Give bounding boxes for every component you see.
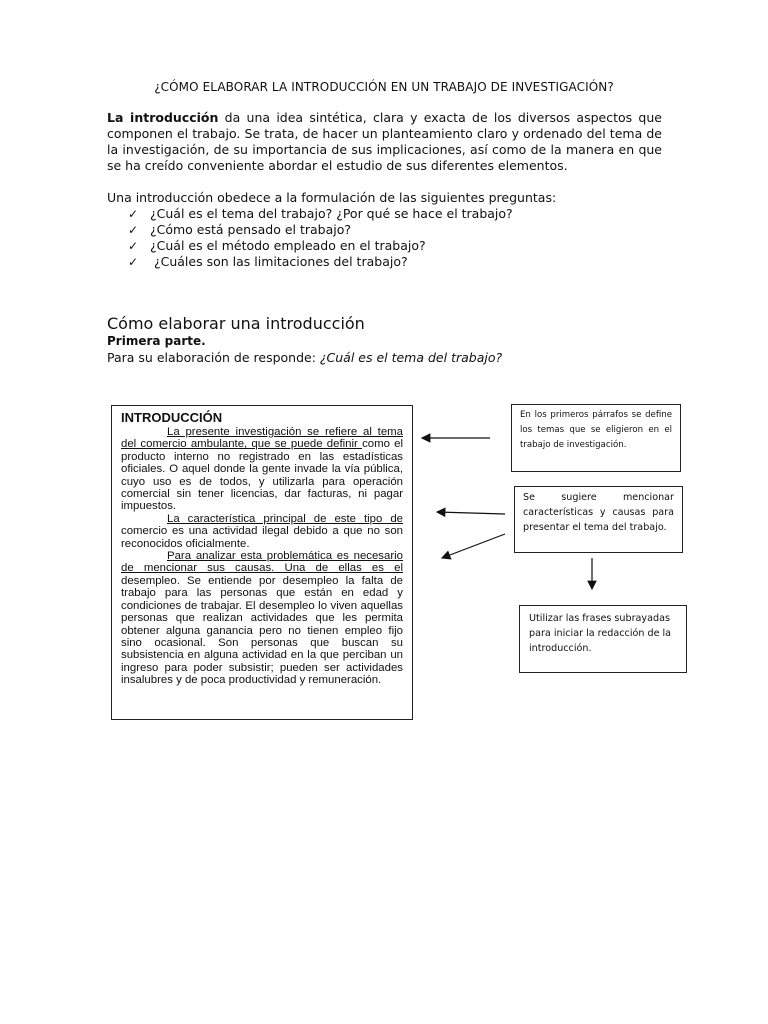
underlined-phrase: Para analizar esta problemática es necesario de mencionar sus causas. Una de ellas es el (121, 550, 403, 575)
paragraph-text: desempleo. Se entiende por desempleo la falta de trabajo para las personas que están en edad y condiciones de trabajar. El desempleo lo viven aquellas personas que realizan actividades que les permita obtener alguna ganancia pero no tienen empleo fijo sino ocasional. Son personas que buscan su subsistencia en alguna actividad en la que perciban un ingreso para poder subsistir; pueden ser actividades insalubres y de poca productividad y remuneración. (121, 574, 403, 687)
arrow-to-paragraph-2 (437, 512, 505, 514)
paragraph-text: como el producto interno no registrado en las estadísticas oficiales. O aquel donde la gente invade la vía pública, cuyo uso es de todos, y utilizarla para operación comercial sin tener licencias, dar facturas, ni pagar impuestos. (121, 438, 404, 513)
checkmark-icon: ✓ (128, 255, 139, 269)
checkmark-icon: ✓ (128, 207, 139, 221)
underlined-phrase: La presente investigación se refiere al tema del comercio ambulante, que se puede definir (121, 426, 403, 451)
question-text: ¿Cuál es el método empleado en el trabajo? (150, 238, 426, 253)
intro-paragraph-lead: La introducción (107, 110, 219, 125)
paragraph-text: comercio es una actividad ilegal debido a que no son reconocidos oficialmente. (121, 525, 403, 550)
question-text: ¿Cuáles son las limitaciones del trabajo? (150, 254, 408, 269)
section-heading: Cómo elaborar una introducción (107, 314, 365, 333)
elaboration-prefix: Para su elaboración de responde: (107, 350, 320, 365)
question-text: ¿Cuál es el tema del trabajo? ¿Por qué se hace el trabajo? (150, 206, 513, 221)
questions-intro: Una introducción obedece a la formulación de las siguientes preguntas: (107, 190, 557, 205)
subheading: Primera parte. (107, 334, 206, 348)
checkmark-icon: ✓ (128, 239, 139, 253)
note-box-characteristics: Se sugiere mencionar características y causas para presentar el tema del trabajo. (514, 486, 683, 553)
checkmark-icon: ✓ (128, 223, 139, 237)
arrow-to-paragraph-3 (442, 534, 505, 558)
underlined-phrase: La característica principal de este tipo de (167, 512, 403, 525)
page-title: ¿CÓMO ELABORAR LA INTRODUCCIÓN EN UN TRABAJO DE INVESTIGACIÓN? (154, 80, 614, 94)
elaboration-question: ¿Cuál es el tema del trabajo? (319, 350, 503, 365)
intro-paragraph-text: da una idea sintética, clara y exacta de los diversos aspectos que componen el trabajo. Se trata, de hacer un planteamiento claro y ordenado del tema de la investigación, de su importancia de sus implicaciones, así como de la manera en que se ha creído conveniente abordar el estudio de sus diferentes elementos. (107, 110, 662, 173)
note-box-underlined-phrases: Utilizar las frases subrayadas para iniciar la redacción de la introducción. (519, 605, 687, 673)
note-box-first-paragraphs: En los primeros párrafos se define los temas que se eligieron en el trabajo de investigación. (511, 404, 681, 472)
question-text: ¿Cómo está pensado el trabajo? (150, 222, 352, 237)
box-heading: INTRODUCCIÓN (121, 410, 223, 425)
